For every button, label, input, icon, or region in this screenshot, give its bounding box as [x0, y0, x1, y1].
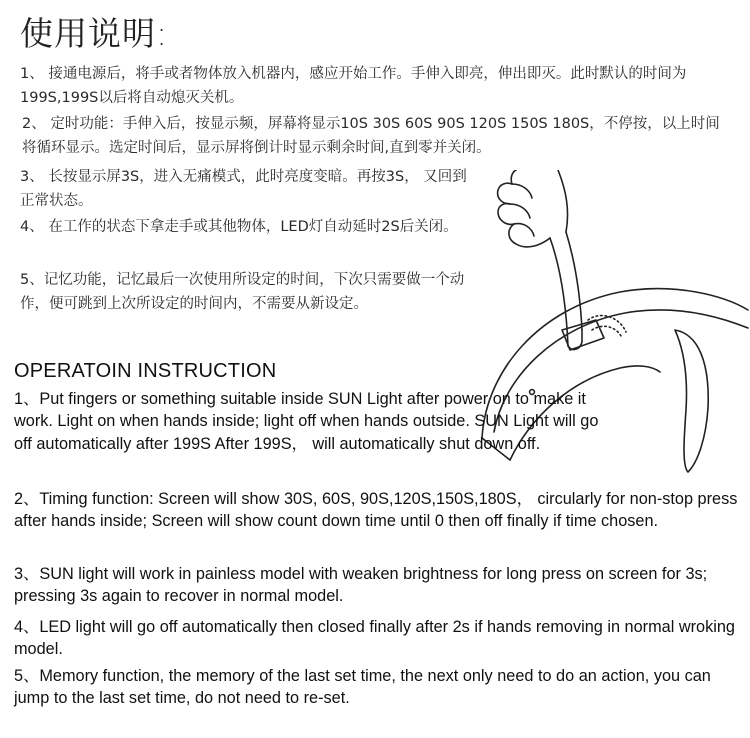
hand-finger: [566, 232, 582, 330]
cn-instruction-2: 2、 定时功能：手伸入后，按显示频，屏幕将显示10S 30S 60S 90S 120S 150S 180S，不停按，以上时间将循环显示。选定时间后，显示屏将倒计时显示剩余时间,直到零并关闭。: [22, 116, 720, 156]
en-instruction-4: 4、LED light will go off automatically then closed finally after 2s if hands removing in normal wroking model.: [14, 618, 735, 659]
cn-instruction-1: 1、 接通电源后，将手或者物体放入机器内，感应开始工作。手伸入即亮，伸出即灭。此时默认的时间为199S,199S以后将自动熄灭关机。: [20, 66, 687, 106]
en-instruction-2: 2、Timing function: Screen will show 30S, 60S, 90S,120S,150S,180S， circularly for non-stop press after hands inside; Screen will show count down time until 0 then off finally if time chosen.: [14, 490, 738, 531]
en-instruction-3: 3、SUN light will work in painless model with weaken brightness for long press on screen for 3s; pressing 3s again to recover in normal model.: [14, 565, 708, 606]
cn-instruction-5: 5、记忆功能，记忆最后一次使用所设定的时间，下次只需要做一个动作，便可跳到上次所设定的时间内，不需要从新设定。: [20, 272, 465, 312]
hand-back: [558, 170, 568, 232]
english-heading: OPERATOIN INSTRUCTION: [14, 360, 277, 382]
chinese-title: 使用说明:: [20, 14, 169, 53]
en-instruction-1: 1、Put fingers or something suitable inside SUN Light after power on to make it work. Light on when hands inside; light off when hands outside. SUN Light will go off automatically after 199S After 199S， will automatically shut down off.: [14, 390, 599, 453]
cn-instruction-4: 4、 在工作的状态下拿走手或其他物体，LED灯自动延时2S后关闭。: [20, 219, 458, 235]
cn-instruction-3: 3、 长按显示屏3S，进入无痛模式，此时亮度变暗。再按3S， 又回到正常状态。: [20, 169, 467, 209]
en-instruction-5: 5、Memory function, the memory of the last set time, the next only need to do an action, you can jump to the last set time, do not need to re-set.: [14, 667, 711, 708]
lamp-side-vent: [675, 330, 708, 472]
